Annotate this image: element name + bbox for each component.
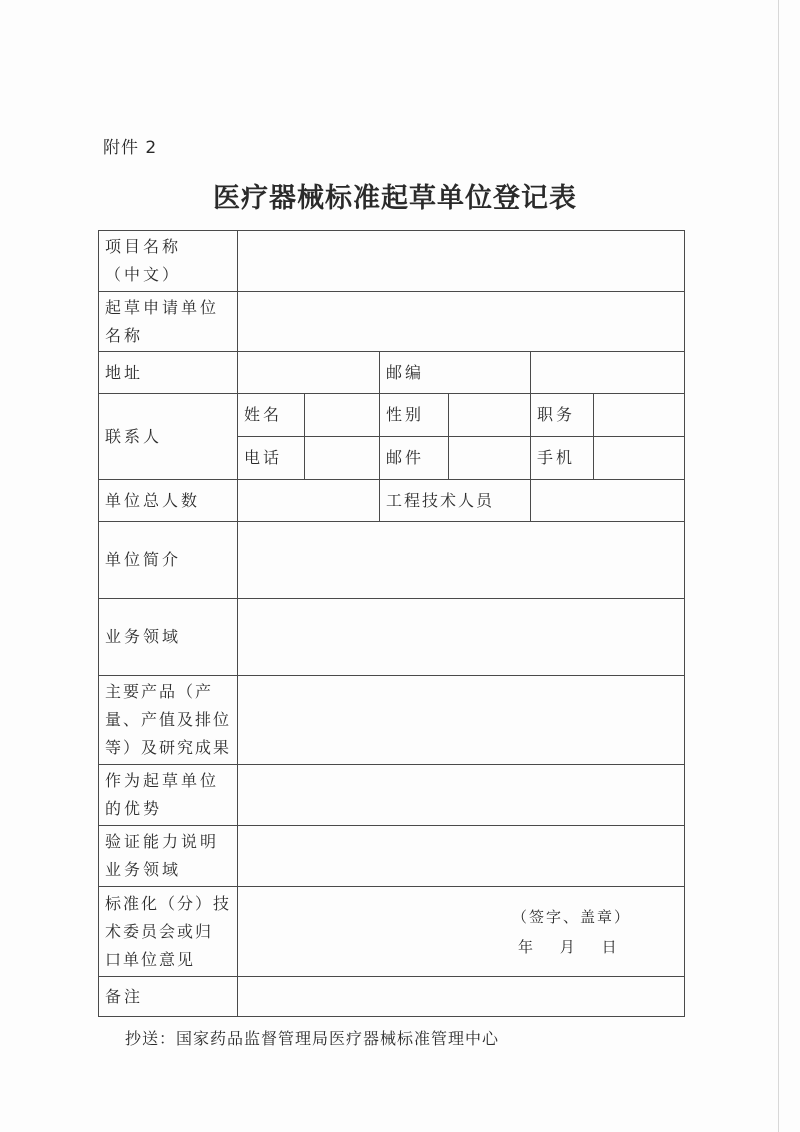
label-main-products: 主要产品（产 量、产值及排位 等）及研究成果 (99, 676, 238, 765)
field-name[interactable] (305, 394, 380, 437)
label-committee-opinion: 标准化（分）技 术委员会或归 口单位意见 (99, 887, 238, 977)
signature-label: （签字、盖章） (512, 907, 632, 926)
label-drafting-unit: 起草申请单位 名称 (99, 292, 238, 352)
cc-line: 抄送：国家药品监督管理局医疗器械标准管理中心 (125, 1029, 500, 1048)
field-mobile[interactable] (594, 437, 685, 480)
date-line (512, 932, 678, 962)
label-name: 姓名 (238, 394, 305, 437)
label-gender: 性别 (380, 394, 449, 437)
date-day-label: 日 (601, 937, 619, 956)
field-postcode[interactable] (531, 352, 685, 394)
field-project-name[interactable] (238, 231, 685, 292)
date-month-label: 月 (559, 937, 577, 956)
field-gender[interactable] (449, 394, 531, 437)
label-advantages: 作为起草单位 的优势 (99, 765, 238, 826)
label-engineers: 工程技术人员 (380, 480, 531, 522)
field-remarks[interactable] (238, 977, 685, 1017)
field-drafting-unit[interactable] (238, 292, 685, 352)
label-unit-intro: 单位简介 (99, 522, 238, 599)
label-mobile: 手机 (531, 437, 594, 480)
registration-form (98, 230, 685, 1017)
label-phone: 电话 (238, 437, 305, 480)
field-total-staff[interactable] (238, 480, 380, 522)
field-engineers[interactable] (531, 480, 685, 522)
label-verification: 验证能力说明 业务领域 (99, 826, 238, 887)
field-unit-intro[interactable] (238, 522, 685, 599)
label-total-staff: 单位总人数 (99, 480, 238, 522)
field-email[interactable] (449, 437, 531, 480)
field-advantages[interactable] (238, 765, 685, 826)
label-contact-person: 联系人 (99, 394, 238, 480)
signature-block (512, 902, 678, 962)
label-project-name: 项目名称 （中文） (99, 231, 238, 292)
field-main-products[interactable] (238, 676, 685, 765)
label-business-field: 业务领域 (99, 599, 238, 676)
page-edge-line (778, 0, 779, 1132)
attachment-label: 附件 2 (103, 138, 158, 158)
field-address[interactable] (238, 352, 380, 394)
field-position[interactable] (594, 394, 685, 437)
field-business-field[interactable] (238, 599, 685, 676)
field-verification[interactable] (238, 826, 685, 887)
date-year-label: 年 (518, 937, 536, 956)
label-remarks: 备注 (99, 977, 238, 1017)
label-email: 邮件 (380, 437, 449, 480)
label-position: 职务 (531, 394, 594, 437)
field-phone[interactable] (305, 437, 380, 480)
page-title: 医疗器械标准起草单位登记表 (213, 183, 577, 214)
label-address: 地址 (99, 352, 238, 394)
label-postcode: 邮编 (380, 352, 531, 394)
field-committee-opinion[interactable] (238, 887, 685, 977)
